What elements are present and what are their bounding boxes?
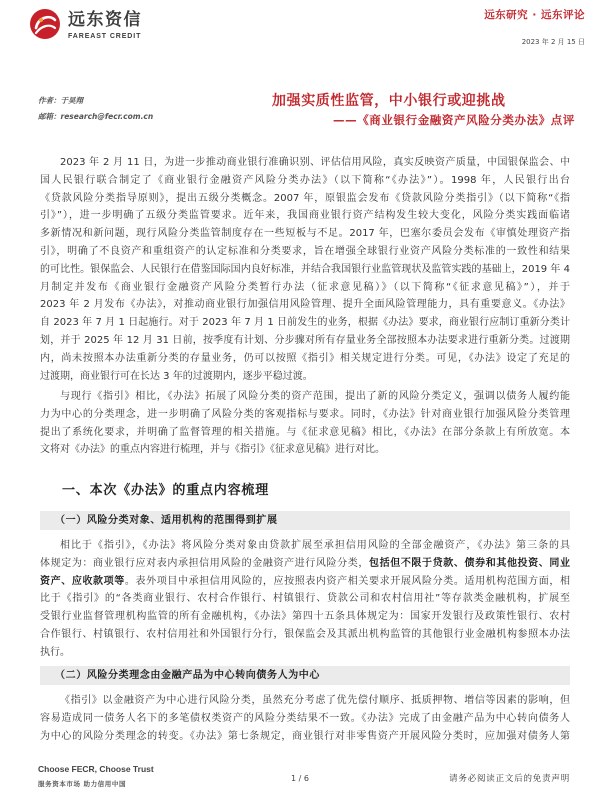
brand-name-en: FAREAST CREDIT: [68, 33, 142, 40]
text-line: [40, 573, 570, 591]
text-line: 比于《指引》的“各类商业银行、农村合作银行、村镇银行、贷款公司和农村信用社”等存款类金融机构，扩展至: [40, 593, 570, 605]
text-line: 合作银行、村镇银行、农村信用社和外国银行分行，银保监会及其派出机构监管的其他银行业金融机构参照本办法: [40, 628, 570, 640]
logo-disc: [30, 9, 60, 39]
report-date: 2023 年 2 月 15 日: [521, 38, 585, 46]
text-line: 相比于《指引》，《办法》将风险分类对象由贷款扩展至承担信用风险的全部金融资产，《办法》第三条的具: [60, 540, 570, 551]
author-name: 作者：于昊翔: [38, 96, 83, 105]
report-title: 加强实质性监管，中小银行或迎挑战: [272, 93, 506, 109]
text-line: 执行。: [40, 646, 70, 658]
logo-dot: [39, 18, 43, 22]
text-line: 2023 年 2 月 11 日，为进一步推动商业银行准确识别、评估信用风险，真实反映资产质量，中国银保监会、中: [60, 157, 570, 168]
footer-disclaimer: 请务必阅读正文后的免责声明: [449, 774, 570, 784]
text-line: 为中心的风险分类理念的转变。《办法》第七条规定，商业银行对非零售资产开展风险分类时，应加强对债务人第: [40, 730, 570, 742]
text-line: 多新情况和新问题，现行风险分类监管制度存在一些短板与不足。2017 年，巴塞尔委员会发布《审慎处理资产指: [40, 228, 570, 240]
intro-paragraph-1: [40, 154, 570, 385]
text-line: 与现行《指引》相比，《办法》拓展了风险分类的资产范围，提出了新的风险分类定义，强调以债务人履约能: [60, 391, 570, 402]
emphasis-text: 包括但不限于贷款、债券和其他投资、同业: [368, 557, 570, 569]
emphasis-text: 资产、应收款项等: [40, 575, 125, 587]
page-number: 1 / 6: [291, 774, 309, 783]
text-line: 过渡期，商业银行可在长达 3 年的过渡期内，逐步平稳过渡。: [40, 370, 313, 382]
text-line: 国人民银行联合制定了《商业银行金融资产风险分类办法》（以下简称“《办法》”）。1998 年，人民银行出台: [40, 174, 570, 186]
intro-paragraph-2: [40, 388, 570, 459]
section-heading: 一、本次《办法》的重点内容梳理: [62, 483, 270, 498]
text-line: 文将对《办法》的重点内容进行梳理，并与《指引》《征求意见稿》进行对比。: [40, 444, 385, 456]
report-series: 远东研究 · 远东评论: [484, 9, 585, 21]
report-subtitle: ——《商业银行金融资产风险分类办法》点评: [333, 113, 575, 127]
text-line: 划，并于 2025 年 12 月 31 日前，按季度有计划、分步骤对所有存量业务全部按照本办法要求进行重新分类。过渡期: [40, 334, 570, 346]
text-line: 力为中心的分类理念，进一步明确了风险分类的客观指标与要求。同时，《办法》针对商业银行加强风险分类管理: [40, 408, 570, 420]
text-segment: 。表外项目中承担信用风险的，应按照表内资产相关要求开展风险分类。适用机构范围方面，相: [124, 575, 570, 587]
text-line: 《贷款风险分类指导原则》，提出五级分类概念。2007 年，原银监会发布《贷款风险分类指引》（以下简称“《指: [40, 192, 570, 204]
fecr-logo-icon: [28, 7, 62, 41]
footer-slogan-en: Choose FECR, Choose Trust: [38, 764, 154, 774]
text-line: 《指引》以金融资产为中心进行风险分类，虽然充分考虑了优先偿付顺序、抵质押物、增信等因素的影响，但: [60, 695, 570, 706]
text-line: [40, 555, 570, 573]
text-line: 引》，明确了不良资产和重组资产的认定标准和分类要求，旨在增强全球银行业资产风险分类标准的一致性和结果: [40, 245, 570, 257]
text-line: 引》”），进一步明确了五级分类监管要求。近年来，我国商业银行资产结构发生较大变化，风险分类实践面临诸: [40, 210, 570, 222]
subsection-heading-2: [40, 666, 570, 685]
text-line: 容易造成同一债务人名下的多笔债权类资产的风险分类结果不一致。《办法》完成了由金融产品为中心转向债务人: [40, 712, 570, 724]
text-line: 自 2023 年 7 月 1 日起施行。对于 2023 年 7 月 1 日前发生的业务，根据《办法》要求，商业银行应制订重新分类计: [40, 317, 570, 329]
text-line: 内，尚未按照本办法重新分类的存量业务，仍可以按照《指引》相关规定进行分类。可见，《办法》设定了充足的: [40, 352, 570, 364]
text-line: 提出了系统化要求，并明确了监督管理的相关措施。与《征求意见稿》相比，《办法》在部分条款上有所放宽。本: [40, 426, 570, 438]
brand-name-cn: 远东资信: [68, 10, 142, 30]
text-line: 的可比性。银保监会、人民银行在借鉴国际国内良好标准，并结合我国银行业监管现状及监管实践的基础上，2019 年 4: [40, 263, 570, 275]
subsection-heading-2-text: （二）风险分类理念由金融产品为中心转向债务人为中心: [55, 670, 320, 681]
text-line: 受银行业监督管理机构监管的所有金融机构，《办法》第四十五条具体规定为：国家开发银行及政策性银行、农村: [40, 611, 570, 623]
subsection-2-paragraph: [40, 692, 570, 745]
text-line: 月制定并发布《商业银行金融资产风险分类暂行办法（征求意见稿）》（以下简称“《征求意见稿》”），并于: [40, 281, 570, 293]
subsection-heading-1: [40, 511, 570, 530]
author-email: 邮箱：research@fecr.com.cn: [38, 112, 154, 121]
subsection-heading-1-text: （一）风险分类对象、适用机构的范围得到扩展: [55, 515, 278, 526]
subsection-1-paragraph: [40, 537, 570, 662]
text-segment: 体规定为：商业银行应对表内承担信用风险的金融资产进行风险分类，: [40, 557, 369, 569]
footer-slogan-cn: 服务资本市场 助力信用中国: [38, 780, 127, 788]
text-line: 2023 年 2 月发布《办法》，对推动商业银行加强信用风险管理、提升全面风险管理能力，具有重要意义。《办法》: [40, 299, 570, 311]
